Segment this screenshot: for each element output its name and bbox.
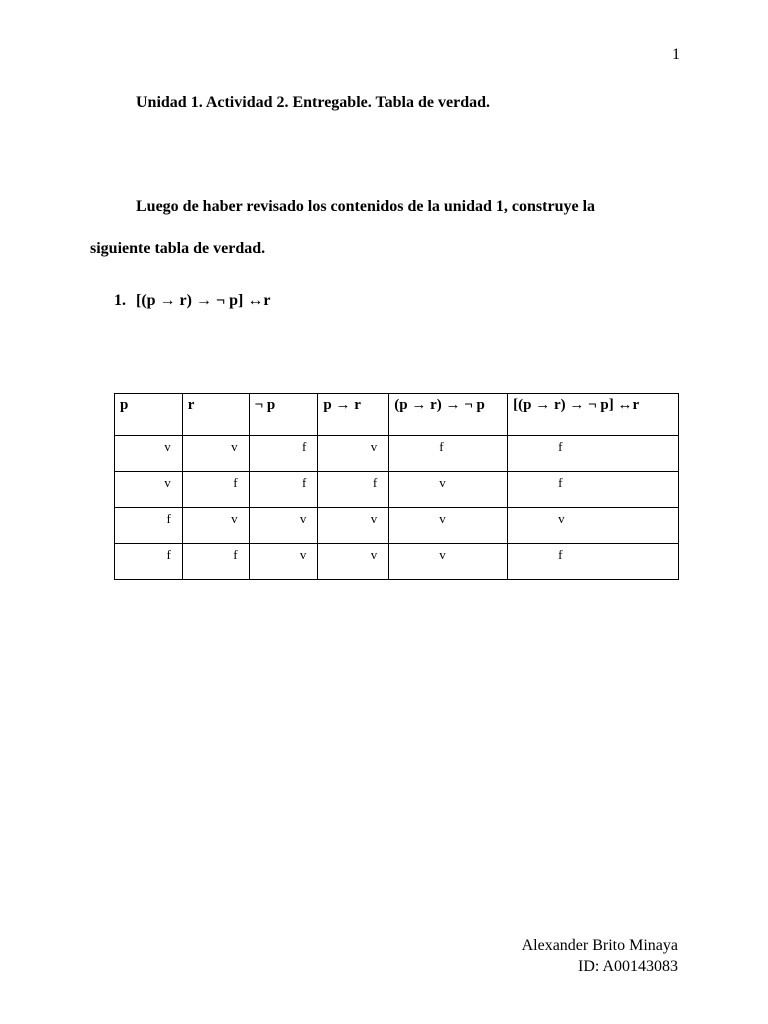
- table-cell: v: [182, 436, 249, 472]
- author-name: Alexander Brito Minaya: [521, 937, 678, 954]
- table-cell: v: [318, 544, 389, 580]
- table-cell: f: [182, 544, 249, 580]
- header-p: p: [115, 394, 183, 436]
- table-header-row: [115, 394, 679, 436]
- exercise-number: 1.: [114, 292, 126, 309]
- table-cell: f: [249, 436, 318, 472]
- table-cell: v: [182, 508, 249, 544]
- table-row: [115, 436, 679, 472]
- document-title: Unidad 1. Actividad 2. Entregable. Tabla de verdad.: [136, 94, 490, 111]
- table-cell: v: [249, 544, 318, 580]
- page-number: 1: [672, 46, 680, 63]
- table-cell: v: [389, 472, 508, 508]
- table-cell: f: [389, 436, 508, 472]
- table-cell: f: [508, 544, 679, 580]
- author-id: ID: A00143083: [578, 958, 678, 975]
- table-cell: v: [389, 508, 508, 544]
- exercise-statement: [114, 292, 270, 310]
- header-implication-not-p: (p → r) → ¬ p: [389, 394, 508, 436]
- table-cell: v: [115, 472, 183, 508]
- table-row: [115, 544, 679, 580]
- header-p-implies-r: p → r: [318, 394, 389, 436]
- table-cell: v: [389, 544, 508, 580]
- table-cell: f: [318, 472, 389, 508]
- table-row: [115, 472, 679, 508]
- table-cell: v: [318, 436, 389, 472]
- intro-text-line-1: Luego de haber revisado los contenidos de la unidad 1, construye la: [136, 198, 596, 215]
- table-cell: f: [182, 472, 249, 508]
- exercise-formula: [(p → r) → ¬ p] ↔r: [136, 292, 271, 309]
- table-cell: f: [508, 472, 679, 508]
- table-cell: f: [115, 508, 183, 544]
- truth-table: [114, 393, 679, 580]
- table-cell: v: [318, 508, 389, 544]
- table-cell: v: [508, 508, 679, 544]
- table-cell: v: [249, 508, 318, 544]
- table-cell: f: [508, 436, 679, 472]
- header-biconditional: [(p → r) → ¬ p] ↔r: [508, 394, 679, 436]
- header-not-p: ¬ p: [249, 394, 318, 436]
- intro-text-line-2: siguiente tabla de verdad.: [90, 240, 266, 257]
- table-cell: v: [115, 436, 183, 472]
- table-row: [115, 508, 679, 544]
- table-cell: f: [115, 544, 183, 580]
- table-cell: f: [249, 472, 318, 508]
- header-r: r: [182, 394, 249, 436]
